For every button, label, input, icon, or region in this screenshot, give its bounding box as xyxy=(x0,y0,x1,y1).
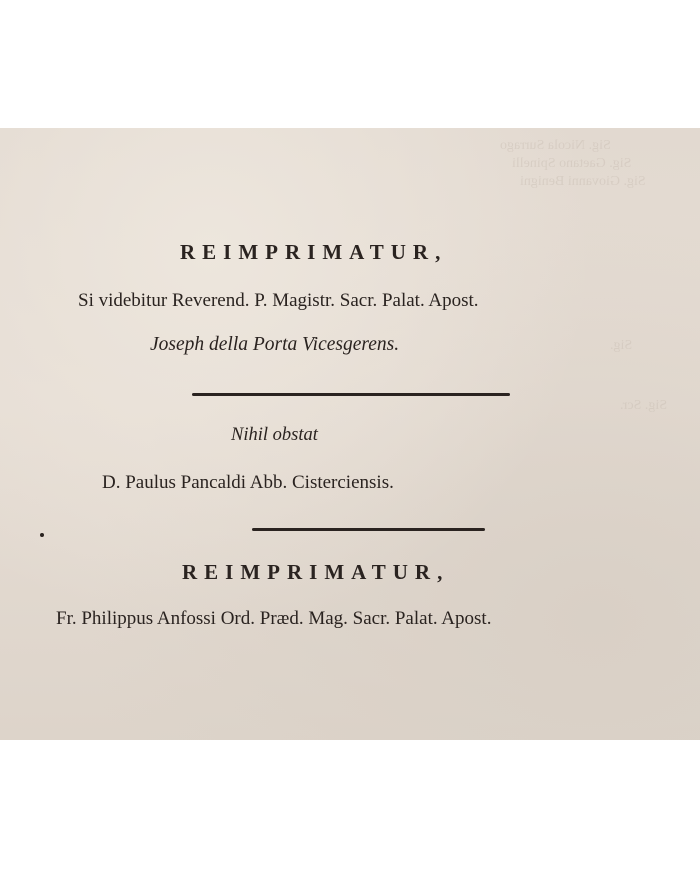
bleed-through-text: Sig. Scr. xyxy=(620,398,668,413)
bleed-through-text: Sig. Nicola Surrago xyxy=(500,138,611,153)
nihil-obstat-line: Nihil obstat xyxy=(231,425,318,445)
divider-rule-2 xyxy=(252,528,485,531)
vicegerent-signature: Joseph della Porta Vicesgerens. xyxy=(150,334,400,355)
censor-signature: D. Paulus Pancaldi Abb. Cisterciensis. xyxy=(102,472,394,493)
approval-request-line: Si videbitur Reverend. P. Magistr. Sacr. Palat. Apost. xyxy=(78,290,479,311)
master-sacred-palace-signature: Fr. Philippus Anfossi Ord. Præd. Mag. Sacr. Palat. Apost. xyxy=(56,608,492,629)
divider-rule-1 xyxy=(192,393,510,396)
bleed-through-text: Sig. Gaetano Spinelli xyxy=(512,156,632,171)
bleed-through-text: Sig. Giovanni Benigni xyxy=(520,174,646,189)
reimprimatur-heading-2: REIMPRIMATUR, xyxy=(182,560,450,584)
reimprimatur-heading-1: REIMPRIMATUR, xyxy=(180,240,448,264)
page-photo xyxy=(0,128,700,740)
bleed-through-text: Sig. xyxy=(610,338,633,353)
ink-speck xyxy=(40,533,44,537)
